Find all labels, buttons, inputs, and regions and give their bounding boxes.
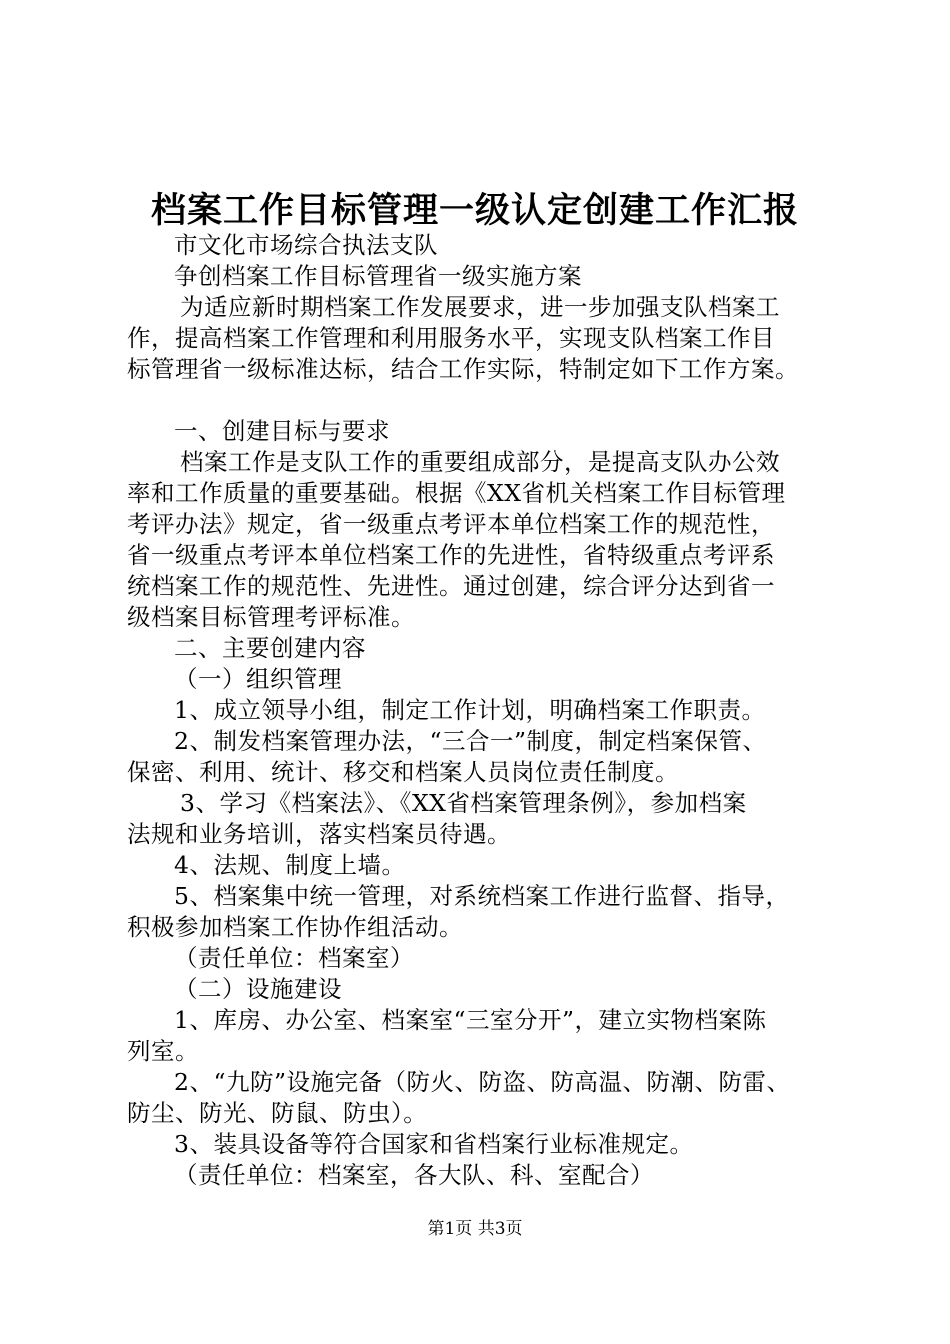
subsection-heading: （一）组织管理 xyxy=(174,665,342,693)
list-item: 1、成立领导小组，制定工作计划，明确档案工作职责。 xyxy=(174,696,766,724)
paragraph-line: 级档案目标管理考评标准。 xyxy=(127,603,415,631)
paragraph-line: 积极参加档案工作协作组活动。 xyxy=(127,913,463,941)
paragraph-line: 省一级重点考评本单位档案工作的先进性，省特级重点考评系 xyxy=(127,541,775,569)
paragraph-line: 防尘、防光、防鼠、防虫）。 xyxy=(127,1099,428,1127)
paragraph-line: 列室。 xyxy=(127,1037,199,1065)
list-item: 2、制发档案管理办法，“三合一”制度，制定档案保管、 xyxy=(174,727,767,755)
paragraph-line: 档案工作是支队工作的重要组成部分，是提高支队办公效 xyxy=(180,448,780,476)
paragraph-line: 保密、利用、统计、移交和档案人员岗位责任制度。 xyxy=(127,758,679,786)
section-heading: 二、主要创建内容 xyxy=(174,634,366,662)
list-item: 3、装具设备等符合国家和省档案行业标准规定。 xyxy=(174,1130,694,1158)
paragraph-gap xyxy=(127,385,847,416)
responsibility-note: （责任单位：档案室，各大队、科、室配合） xyxy=(174,1161,654,1189)
section-heading: 一、创建目标与要求 xyxy=(174,417,390,445)
paragraph-line: 考评办法》规定，省一级重点考评本单位档案工作的规范性， xyxy=(127,510,775,538)
responsibility-note: （责任单位：档案室） xyxy=(174,944,414,972)
paragraph-line: 法规和业务培训，落实档案员待遇。 xyxy=(127,820,511,848)
issuing-unit: 市文化市场综合执法支队 xyxy=(174,231,438,259)
list-item: 1、库房、办公室、档案室“三室分开”，建立实物档案陈 xyxy=(174,1006,767,1034)
plan-subtitle: 争创档案工作目标管理省一级实施方案 xyxy=(174,262,582,290)
paragraph-line: 作，提高档案工作管理和利用服务水平，实现支队档案工作目 xyxy=(127,324,775,352)
list-item: 4、法规、制度上墙。 xyxy=(174,851,406,879)
paragraph-line: 为适应新时期档案工作发展要求，进一步加强支队档案工 xyxy=(180,293,780,321)
list-item: 5、档案集中统一管理，对系统档案工作进行监督、指导， xyxy=(174,882,790,910)
subsection-heading: （二）设施建设 xyxy=(174,975,342,1003)
list-item: 3、学习《档案法》、《XX省档案管理条例》，参加档案 xyxy=(180,789,747,817)
paragraph-line: 标管理省一级标准达标，结合工作实际，特制定如下工作方案。 xyxy=(127,355,799,383)
paragraph-line: 率和工作质量的重要基础。根据《XX省机关档案工作目标管理 xyxy=(127,479,786,507)
paragraph-line: 统档案工作的规范性、先进性。通过创建，综合评分达到省一 xyxy=(127,572,775,600)
page-number-footer: 第1页 共3页 xyxy=(427,1219,523,1239)
list-item: 2、“九防”设施完备（防火、防盗、防高温、防潮、防雷、 xyxy=(174,1068,791,1096)
document-title: 档案工作目标管理一级认定创建工作汇报 xyxy=(150,190,799,231)
document-body xyxy=(127,230,847,1191)
